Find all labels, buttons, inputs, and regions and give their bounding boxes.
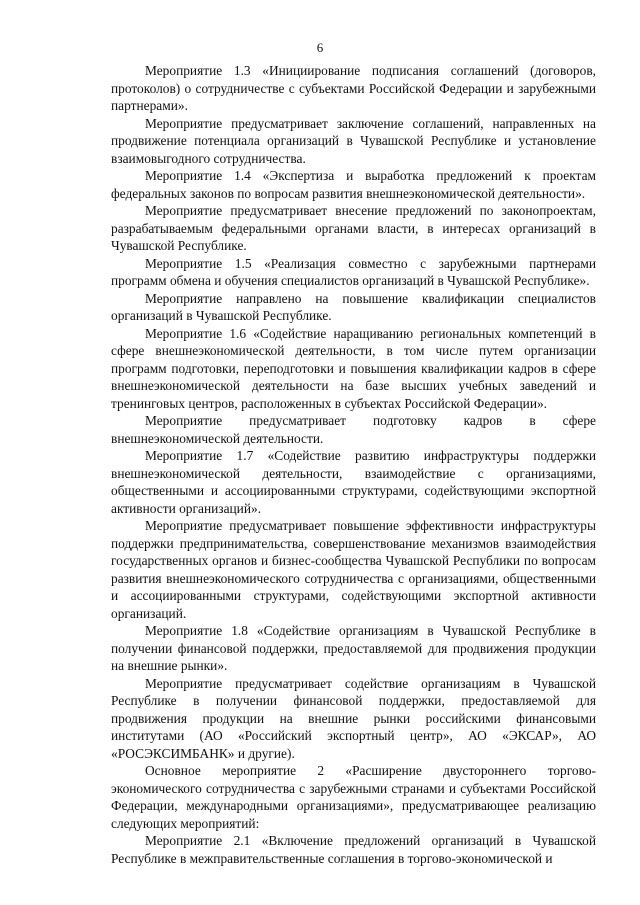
paragraph-measure-1-5-description: Мероприятие направлено на повышение квалификации специалистов организаций в Чувашской Республике.	[111, 290, 596, 323]
paragraph-measure-1-5: Мероприятие 1.5 «Реализация совместно с зарубежными партнерами программ обмена и обучения специалистов организаций в Чувашской Республике».	[111, 255, 596, 288]
paragraph-measure-1-6-description: Мероприятие предусматривает подготовку кадров в сфере внешнеэкономической деятельности.	[111, 413, 596, 446]
paragraph-measure-1-6: Мероприятие 1.6 «Содействие наращиванию региональных компетенций в сфере внешнеэкономической деятельности, в том числе путем организации программ подготовки, переподготовки и повышения квалификации кадров в сфере внешнеэкономической деятельности на базе высших учебных заведений и тренинговых центров, расположенных в субъектах Российской Федерации».	[111, 325, 596, 411]
paragraph-measure-2-1: Мероприятие 2.1 «Включение предложений организаций в Чувашской Республике в межправительственные соглашения в торгово-экономической и	[111, 833, 596, 866]
paragraph-measure-1-7: Мероприятие 1.7 «Содействие развитию инфраструктуры поддержки внешнеэкономической деятельности, взаимодействие с организациями, общественными и ассоциированными структурами, содействующими экспортной активности организаций».	[111, 448, 596, 516]
paragraph-measure-1-3: Мероприятие 1.3 «Инициирование подписания соглашений (договоров, протоколов) о сотрудничестве с субъектами Российской Федерации и зарубежными партнерами».	[111, 63, 596, 113]
paragraph-measure-1-7-description: Мероприятие предусматривает повышение эффективности инфраструктуры поддержки предпринимательства, совершенствование механизмов взаимодействия государственных органов и бизнес-сообщества Чувашской Республики по вопросам развития внешнеэкономического сотрудничества с организациями, общественными и ассоциированными структурами, содействующими экспортной активности организаций.	[111, 518, 596, 621]
paragraph-measure-1-8: Мероприятие 1.8 «Содействие организациям в Чувашской Республике в получении финансовой поддержки, предоставляемой для продвижения продукции на внешние рынки».	[111, 623, 596, 673]
page-number: 6	[316, 40, 324, 55]
paragraph-measure-1-4: Мероприятие 1.4 «Экспертиза и выработка предложений к проектам федеральных законов по вопросам развития внешнеэкономической деятельности».	[111, 168, 596, 201]
paragraph-main-measure-2: Основное мероприятие 2 «Расширение двустороннего торгово-экономического сотрудничества с зарубежными странами и субъектами Российской Федерации, международными организациями», предусматривающее реализацию следующих мероприятий:	[111, 763, 596, 831]
paragraph-measure-1-3-description: Мероприятие предусматривает заключение соглашений, направленных на продвижение потенциала организаций в Чувашской Республике и установление взаимовыгодного сотрудничества.	[111, 115, 596, 166]
document-body	[111, 62, 596, 867]
paragraph-measure-1-8-description: Мероприятие предусматривает содействие организациям в Чувашской Республике в получении финансовой поддержки, предоставляемой для продвижения продукции на внешние рынки российскими финансовыми институтами (АО «Российский экспортный центр», АО «ЭКСАР», АО «РОСЭКСИМБАНК» и другие).	[111, 675, 596, 761]
paragraph-measure-1-4-description: Мероприятие предусматривает внесение предложений по законопроектам, разрабатываемым федеральными органами власти, в интересах организаций в Чувашской Республике.	[111, 203, 596, 253]
